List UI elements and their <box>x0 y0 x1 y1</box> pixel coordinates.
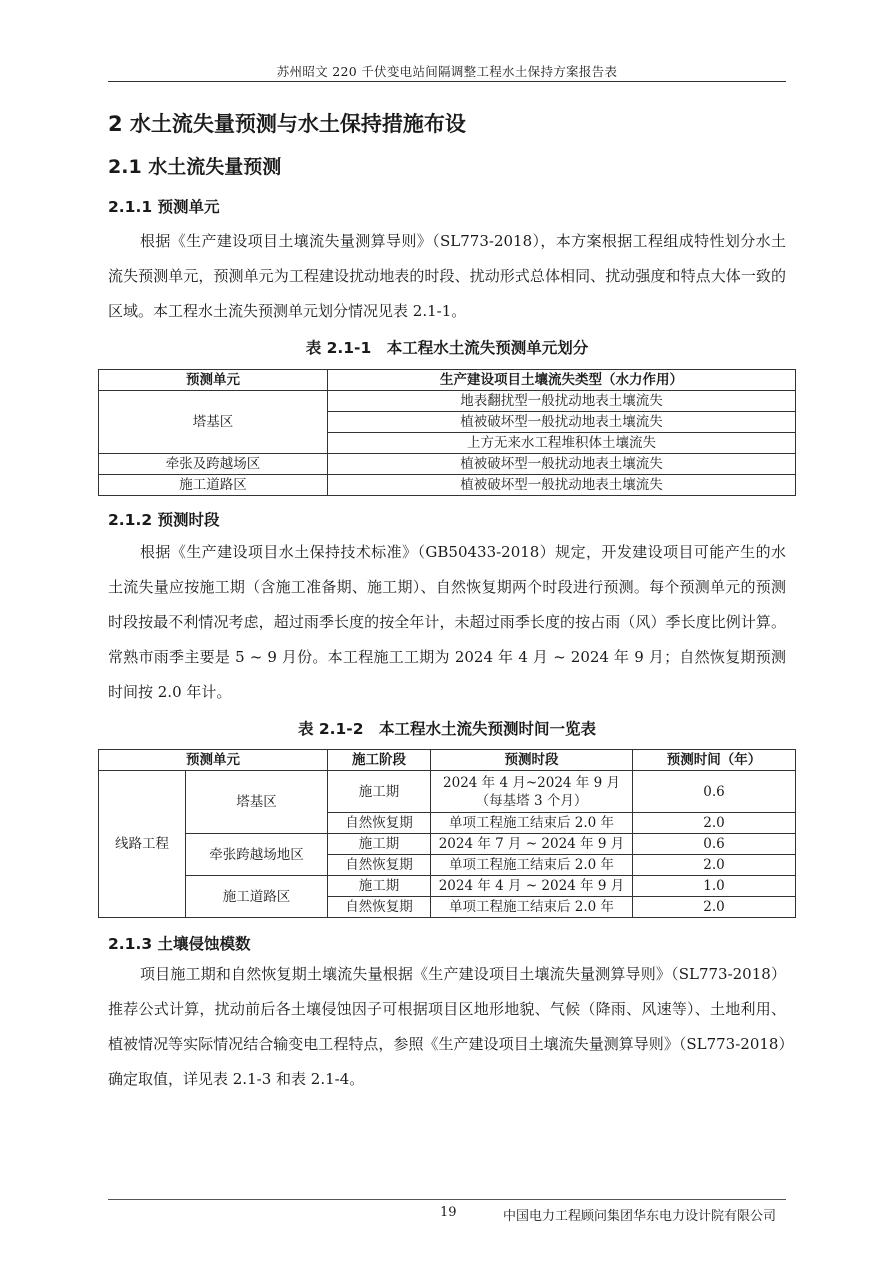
stage-cell: 施工期 <box>328 771 431 813</box>
time-cell: 0.6 <box>633 771 796 813</box>
unit-cell: 牵张及跨越场区 <box>99 454 328 475</box>
stage-cell: 施工期 <box>328 834 431 855</box>
type-cell: 上方无来水工程堆积体土壤流失 <box>328 433 796 454</box>
table-row <box>99 391 796 412</box>
period-note: （每基塔 3 个月） <box>475 792 588 809</box>
type-cell: 植被破坏型一般扰动地表土壤流失 <box>328 454 796 475</box>
page-number: 19 <box>440 1205 457 1220</box>
time-cell: 0.6 <box>633 834 796 855</box>
table-row <box>99 475 796 496</box>
time-cell: 2.0 <box>633 897 796 918</box>
stage-cell: 施工期 <box>328 876 431 897</box>
subsection-2-1-2-paragraph: 根据《生产建设项目水土保持技术标准》（GB50433-2018）规定，开发建设项目可能产生的水土流失量应按施工期（含施工准备期、施工期）、自然恢复期两个时段进行预测。每个预测单元的预测时段按最不利情况考虑，超过雨季长度的按全年计，未超过雨季长度的按占雨（风）季长度比例计算。常熟市雨季主要是 5 ~ 9 月份。本工程施工工期为 2024 年 4 月 ~ 2024 年 9 月；自然恢复期预测时间按 2.0 年计。 <box>108 543 786 701</box>
type-cell: 植被破坏型一般扰动地表土壤流失 <box>328 475 796 496</box>
table-2-1-2-caption: 表 2.1-2 本工程水土流失预测时间一览表 <box>297 720 597 738</box>
period-cell: 单项工程施工结束后 2.0 年 <box>431 813 633 834</box>
table-row <box>99 771 796 813</box>
header-cell: 预测单元 <box>99 750 328 771</box>
table-row <box>99 454 796 475</box>
period-cell: 2024 年 7 月 ~ 2024 年 9 月 <box>431 834 633 855</box>
footer-rule <box>108 1199 786 1200</box>
stage-cell: 自然恢复期 <box>328 855 431 876</box>
period-cell: 单项工程施工结束后 2.0 年 <box>431 855 633 876</box>
chapter-heading: 2 水土流失量预测与水土保持措施布设 <box>108 112 466 136</box>
subsection-2-1-2-title: 2.1.2 预测时段 <box>108 511 220 529</box>
time-cell: 2.0 <box>633 855 796 876</box>
unit-cell: 塔基区 <box>99 391 328 454</box>
unit-cell: 塔基区 <box>186 771 328 834</box>
table-2-1-1 <box>98 369 796 496</box>
table-header-row <box>99 370 796 391</box>
type-cell: 植被破坏型一般扰动地表土壤流失 <box>328 412 796 433</box>
table-row <box>99 876 796 897</box>
header-cell: 预测时段 <box>431 750 633 771</box>
table-row <box>99 834 796 855</box>
stage-cell: 自然恢复期 <box>328 897 431 918</box>
table-header-row <box>99 750 796 771</box>
header-cell: 预测单元 <box>99 370 328 391</box>
header-rule <box>108 81 786 82</box>
group-cell: 线路工程 <box>99 771 186 918</box>
subsection-2-1-1-title: 2.1.1 预测单元 <box>108 198 220 216</box>
time-cell: 1.0 <box>633 876 796 897</box>
type-cell: 地表翻扰型一般扰动地表土壤流失 <box>328 391 796 412</box>
period-cell: 单项工程施工结束后 2.0 年 <box>431 897 633 918</box>
running-header: 苏州昭文 220 千伏变电站间隔调整工程水土保持方案报告表 <box>276 64 618 79</box>
table-2-1-1-caption: 表 2.1-1 本工程水土流失预测单元划分 <box>305 339 589 357</box>
period-line: 2024 年 4 月~2024 年 9 月 <box>443 774 620 791</box>
footer-company: 中国电力工程顾问集团华东电力设计院有限公司 <box>503 1209 777 1224</box>
stage-cell: 自然恢复期 <box>328 813 431 834</box>
header-cell: 施工阶段 <box>328 750 431 771</box>
header-cell: 预测时间（年） <box>633 750 796 771</box>
unit-cell: 施工道路区 <box>99 475 328 496</box>
subsection-2-1-1-paragraph: 根据《生产建设项目土壤流失量测算导则》（SL773-2018），本方案根据工程组成特性划分水土流失预测单元，预测单元为工程建设扰动地表的时段、扰动形式总体相同、扰动强度和特点大体一致的区域。本工程水土流失预测单元划分情况见表 2.1-1。 <box>108 232 786 320</box>
subsection-2-1-3-paragraph: 项目施工期和自然恢复期土壤流失量根据《生产建设项目土壤流失量测算导则》（SL773-2018）推荐公式计算，扰动前后各土壤侵蚀因子可根据项目区地形地貌、气候（降雨、风速等）、土地利用、植被情况等实际情况结合输变电工程特点，参照《生产建设项目土壤流失量测算导则》（SL773-2018）确定取值，详见表 2.1-3 和表 2.1-4。 <box>108 965 786 1088</box>
table-2-1-2 <box>98 749 796 918</box>
header-cell: 生产建设项目土壤流失类型（水力作用） <box>328 370 796 391</box>
period-cell: 2024 年 4 月 ~ 2024 年 9 月 <box>431 876 633 897</box>
unit-cell: 牵张跨越场地区 <box>186 834 328 876</box>
unit-cell: 施工道路区 <box>186 876 328 918</box>
time-cell: 2.0 <box>633 813 796 834</box>
section-heading: 2.1 水土流失量预测 <box>108 156 282 178</box>
subsection-2-1-3-title: 2.1.3 土壤侵蚀模数 <box>108 935 251 953</box>
period-cell <box>431 771 633 813</box>
